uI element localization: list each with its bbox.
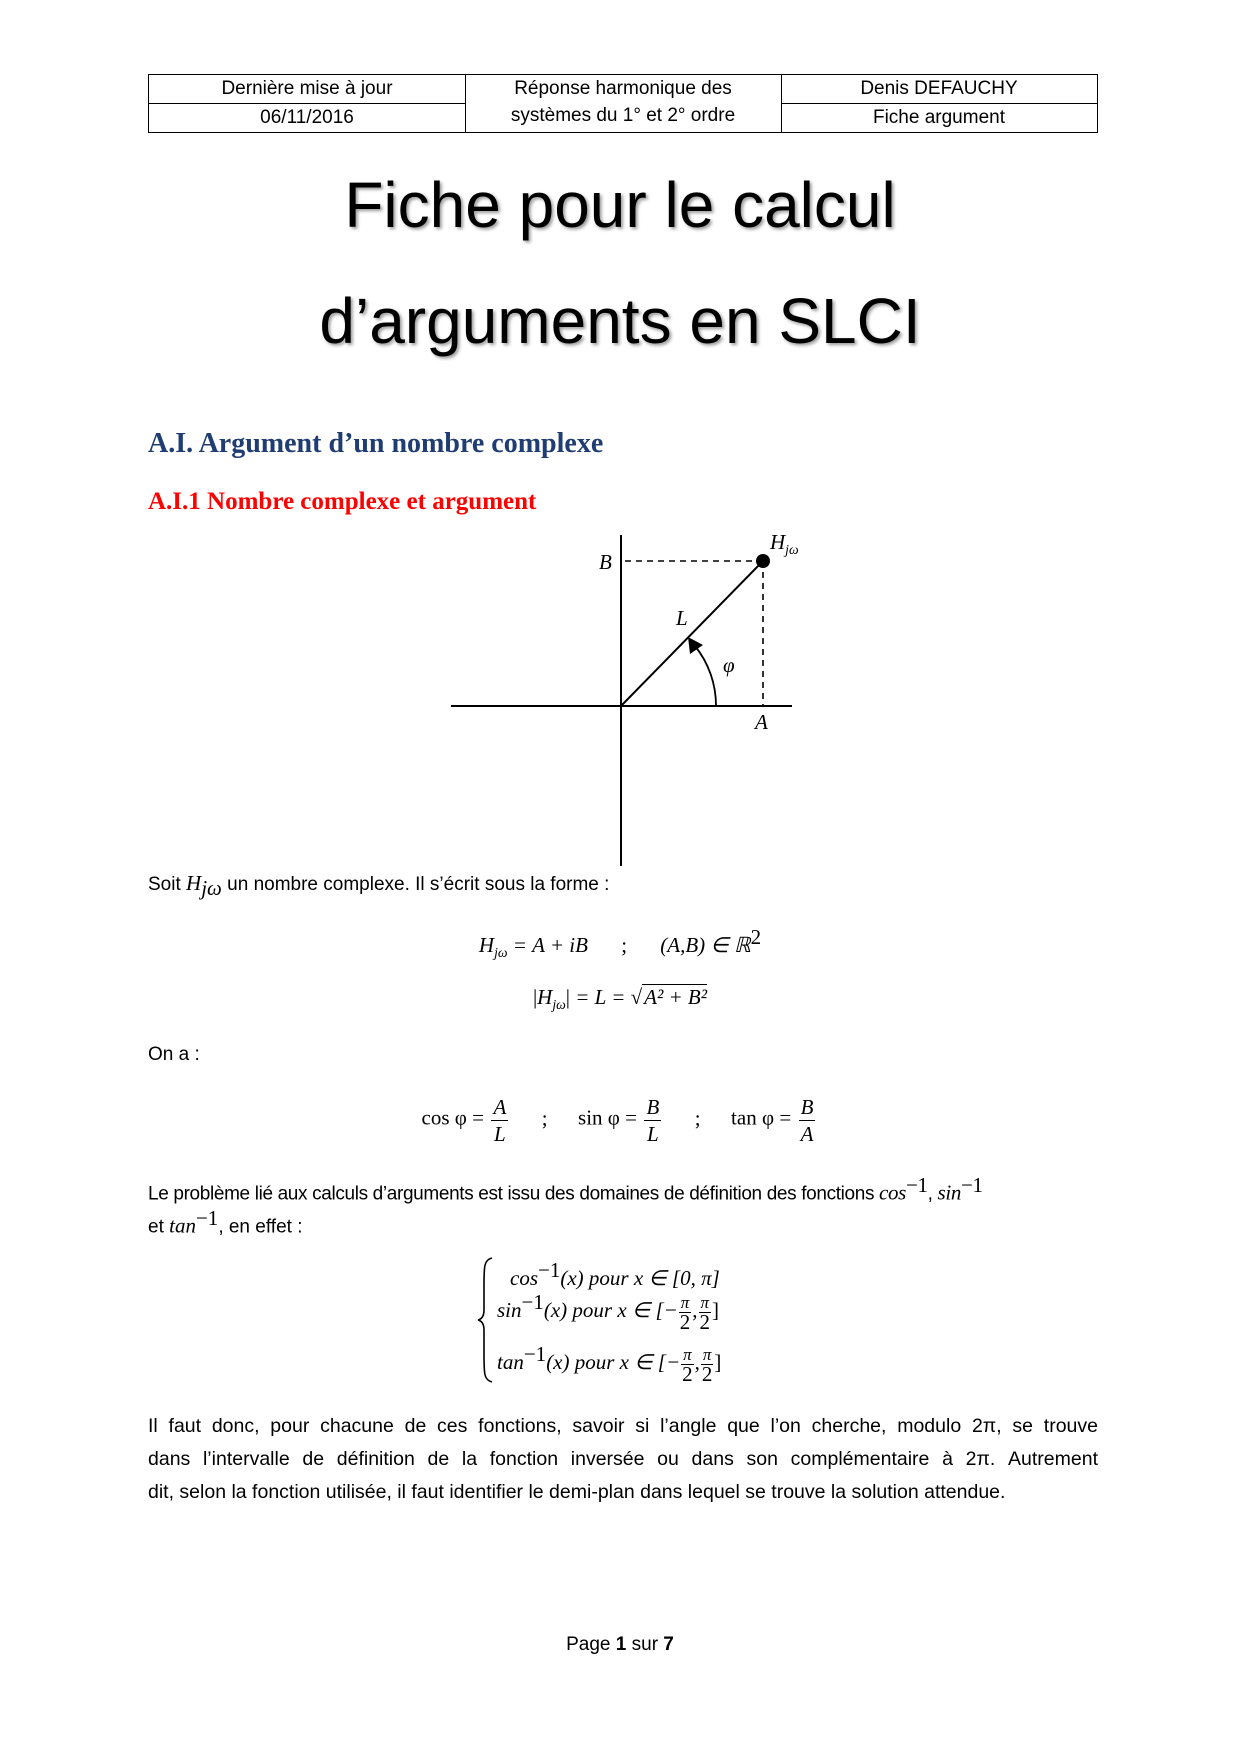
domain-tan: $\tan^{-1}(x)$ pour x ∈ [− π 2 , π 2 ] (497, 1342, 722, 1386)
modulus-vector (621, 561, 763, 706)
page-footer: Page 1 sur 7 (566, 1634, 674, 1655)
brace-icon (476, 1256, 496, 1384)
problem-text-line2: et $\tan^{-1}$, en effet : (148, 1206, 303, 1238)
conclusion-line3: dit, selon la fonction utilisée, il faut identifier le demi-plan dans lequel se trouve la solution attendue. (148, 1481, 1006, 1503)
angle-arrowhead (688, 637, 703, 654)
last-update-label: Dernière mise à jour (221, 78, 393, 99)
author-name: Denis DEFAUCHY (860, 78, 1018, 99)
sheet-name: Fiche argument (872, 107, 1005, 128)
angle-arc (695, 646, 716, 706)
point-label: $H_{j\omega}$ (770, 530, 799, 558)
conclusion-line2: dans l’intervalle de définition de la fonction inversée ou dans son complémentaire à 2π. Autrement (148, 1448, 1098, 1470)
subsection-heading: A.I.1 Nombre complexe et argument (148, 488, 537, 515)
label-l: L (676, 606, 688, 630)
total-pages: 7 (663, 1634, 674, 1655)
equation-modulus: $|H_{j\omega}| = L = √A^2 + B^2$ (532, 985, 708, 1013)
course-title-line2: systèmes du 1° et 2° ordre (510, 105, 736, 126)
domain-sin: $\sin^{-1}(x)$ pour x ∈ [− π 2 , π 2 ] (497, 1290, 720, 1334)
current-page: 1 (615, 1634, 627, 1655)
label-phi: φ (723, 653, 735, 677)
conclusion-line1: Il faut donc, pour chacune de ces fonctions, savoir si l’angle que l’on cherche, modulo 2π, se trouve (148, 1415, 1098, 1437)
label-b: B (599, 550, 612, 574)
equation-definition: $H_{j\omega} = A$ + iB ; (A,B) ∈ ℝ$^2$ (478, 925, 762, 961)
section-heading: A.I. Argument d’un nombre complexe (148, 428, 604, 459)
problem-text-line1: Le problème lié aux calculs d’arguments est issu des domaines de définition des fonctions $\cos^{-1}$, $\sin^{-1}$ (148, 1173, 983, 1205)
complex-point (756, 554, 770, 568)
trig-equations: cos φ = $\frac{A}{L}$ ; sin φ = $\frac{B}{L}$ ; tan φ = $\frac{B}{A}$ (421, 1095, 814, 1146)
page-title-line1: Fiche pour le calcul (344, 169, 896, 241)
on-a-text: On a : (148, 1044, 200, 1065)
domain-cos: $\cos^{-1}(x)$ pour x ∈ [0, π] (510, 1258, 720, 1290)
intro-text: Soit $H_{j\omega}$ un nombre complexe. Il s’écrit sous la forme : (148, 871, 610, 900)
label-a: A (755, 710, 768, 734)
update-date: 06/11/2016 (260, 107, 354, 128)
course-title-line1: Réponse harmonique des (514, 78, 732, 99)
page-title-line2: d’arguments en SLCI (319, 285, 921, 357)
